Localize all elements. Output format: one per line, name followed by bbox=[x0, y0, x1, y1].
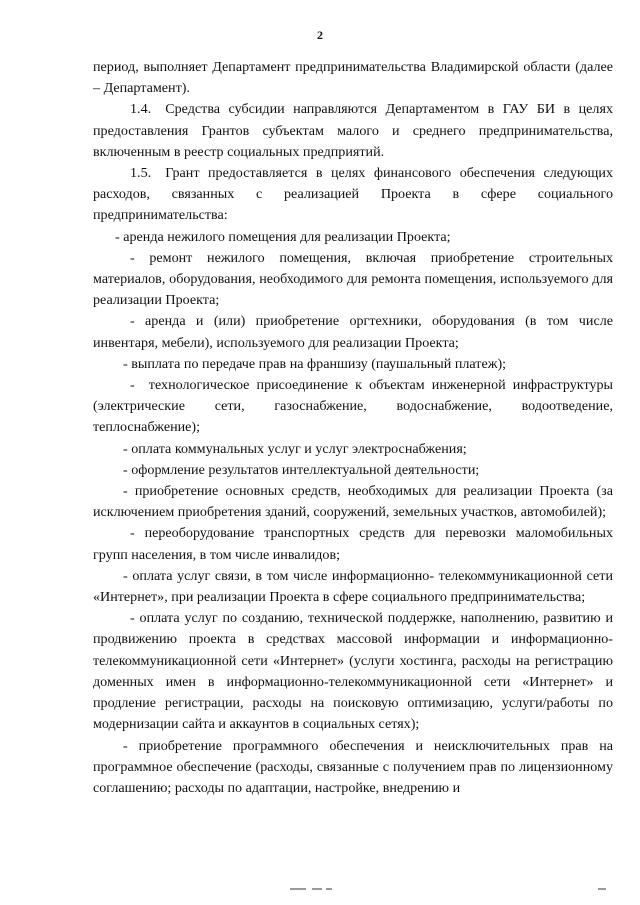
list-item-vehicles: - переоборудование транспортных средств для перевозки маломобильных групп населения, в том числе инвалидов; bbox=[93, 525, 613, 563]
list-item-website: - оплата услуг по созданию, технической поддержке, наполнению, развитию и продвижению проекта в средствах массовой информации и информационно-телекоммуникационной сети «Интернет» (услуги хостинга, расходы на регистрацию доменных имен в информационно-телекоммуникационной сети «Интернет» и продление регистрации, расходы на поисковую оптимизацию, услуги/работы по модернизации сайта и аккаунтов в социальных сетях); bbox=[93, 610, 613, 733]
list-item-franchise: - выплата по передаче прав на франшизу (паушальный платеж); bbox=[123, 355, 507, 372]
scan-mark bbox=[598, 888, 606, 890]
paragraph-1-4: 1.4. Средства субсидии направляются Департаментом в ГАУ БИ в целях предоставления Грантов субъектам малого и среднего предпринимательства, включенным в реестр социальных предприятий. bbox=[93, 101, 613, 160]
scan-mark bbox=[326, 888, 332, 890]
scan-artifact bbox=[0, 888, 640, 898]
list-item-communication: - оплата услуг связи, в том числе информационно- телекоммуникационной сети «Интернет», при реализации Проекта в сфере социального предпринимательства; bbox=[93, 567, 613, 606]
scan-mark bbox=[312, 888, 322, 890]
list-item-intellectual: - оформление результатов интеллектуальной деятельности; bbox=[123, 461, 480, 478]
paragraph-continuation: период, выполняет Департамент предпринимательства Владимирской области (далее – Департамент). bbox=[93, 59, 613, 97]
list-item-fixed-assets: - приобретение основных средств, необходимых для реализации Проекта (за исключением приобретения зданий, сооружений, земельных участков, автомобилей); bbox=[93, 483, 613, 521]
list-item-utilities: - оплата коммунальных услуг и услуг электроснабжения; bbox=[123, 440, 467, 457]
list-item-repair: - ремонт нежилого помещения, включая приобретение строительных материалов, оборудования, необходимого для ремонта помещения, используемого для реализации Проекта; bbox=[93, 249, 613, 309]
page-number: 2 bbox=[317, 28, 323, 42]
scan-mark bbox=[290, 888, 306, 890]
list-item-equipment: - аренда и (или) приобретение оргтехники, оборудования (в том числе инвентаря, мебели), используемого для реализации Проекта; bbox=[93, 313, 613, 351]
list-item-rent: - аренда нежилого помещения для реализации Проекта; bbox=[115, 228, 451, 245]
document-body bbox=[93, 57, 613, 799]
list-item-software: - приобретение программного обеспечения и неисключительных прав на программное обеспечение (расходы, связанные с получением прав по лицензионному соглашению; расходы по адаптации, настройке, внедрению и bbox=[93, 737, 613, 796]
list-item-connection: - технологическое присоединение к объектам инженерной инфраструктуры (электрические сети, газоснабжение, водоснабжение, водоотведение, теплоснабжение); bbox=[93, 377, 613, 436]
paragraph-1-5: 1.5. Грант предоставляется в целях финансового обеспечения следующих расходов, связанных с реализацией Проекта в сфере социального предпринимательства: bbox=[93, 165, 613, 224]
